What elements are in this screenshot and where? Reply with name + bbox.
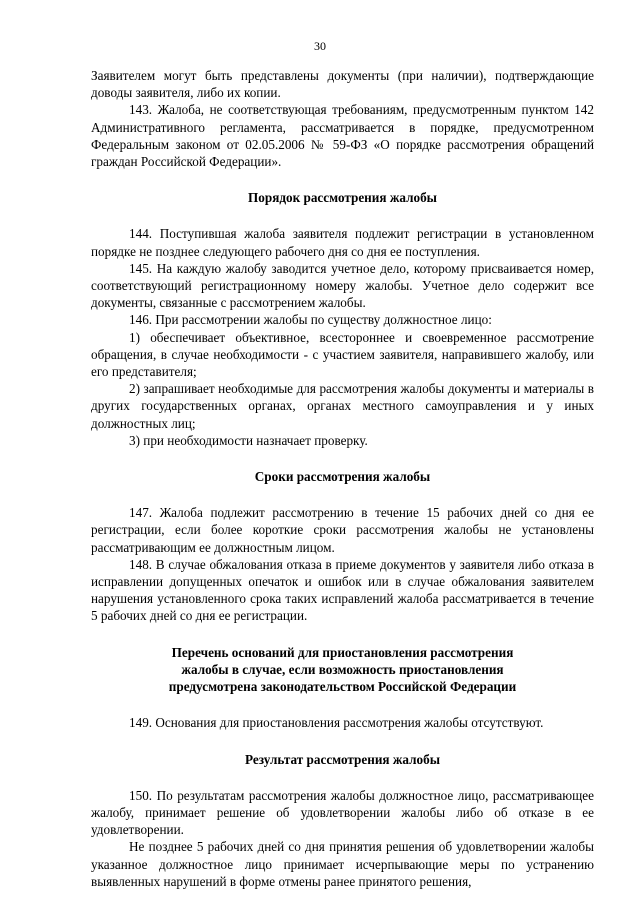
paragraph-143: 143. Жалоба, не соответствующая требованиям, предусмотренным пунктом 142 Административного регламента, рассматривается в порядке, предусмотренном Федеральным законом от 02.05.2006 № 59-ФЗ «О порядке рассмотрения обращений граждан Российской Федерации». (91, 102, 594, 170)
paragraph-147: 147. Жалоба подлежит рассмотрению в течение 15 рабочих дней со дня ее регистрации, если более короткие сроки рассмотрения жалобы не установлены рассматривающим ее должностным лицом. (91, 505, 594, 555)
section-heading: Порядок рассмотрения жалобы (248, 190, 437, 206)
list-item-3: 3) при необходимости назначает проверку. (129, 432, 368, 448)
paragraph-145: 145. На каждую жалобу заводится учетное дело, которому присваивается номер, соответствующий регистрационному номеру жалобы. Учетное дело содержит все документы, связанные с рассмотрением жалобы. (91, 260, 594, 311)
section-heading-line: жалобы в случае, если возможность приостановления (181, 661, 504, 677)
document-body (91, 67, 594, 890)
list-item-1: 1) обеспечивает объективное, всестороннее и своевременное рассмотрение обращения, в случае необходимости - с участием заявителя, направившего жалобу, или его представителя; (91, 329, 594, 380)
list-item-2: 2) запрашивает необходимые для рассмотрения жалобы документы и материалы в других государственных органах, органах местного самоуправления и у иных должностных лиц; (91, 381, 594, 431)
paragraph-150: 150. По результатам рассмотрения жалобы должностное лицо, рассматривающее жалобу, принимает решение об удовлетворении жалобы либо об отказе в ее удовлетворении. (91, 787, 594, 838)
paragraph-144: 144. Поступившая жалоба заявителя подлежит регистрации в установленном порядке не позднее следующего рабочего дня со дня ее поступления. (91, 226, 594, 259)
section-heading-line: предусмотрена законодательством Российской Федерации (168, 679, 517, 695)
page-number: 30 (314, 39, 326, 53)
paragraph-146: 146. При рассмотрении жалобы по существу должностное лицо: (129, 312, 492, 328)
section-heading-line: Перечень оснований для приостановления рассмотрения (171, 644, 514, 660)
paragraph-149: 149. Основания для приостановления рассмотрения жалобы отсутствуют. (129, 715, 544, 731)
section-heading: Результат рассмотрения жалобы (244, 751, 441, 767)
paragraph-150-cont: Не позднее 5 рабочих дней со дня принятия решения об удовлетворении жалобы указанное должностное лицо принимает исчерпывающие меры по устранению выявленных нарушений в форме отмены ранее принятого решения, (91, 839, 594, 889)
paragraph: Заявителем могут быть представлены документы (при наличии), подтверждающие доводы заявителя, либо их копии. (91, 68, 594, 101)
paragraph-148: 148. В случае обжалования отказа в приеме документов у заявителя либо отказа в исправлении допущенных опечаток и ошибок или в случае обжалования заявителем нарушения установленного срока таких исправлений жалоба рассматривается в течение 5 рабочих дней со дня ее регистрации. (91, 556, 594, 624)
section-heading: Сроки рассмотрения жалобы (254, 469, 431, 485)
